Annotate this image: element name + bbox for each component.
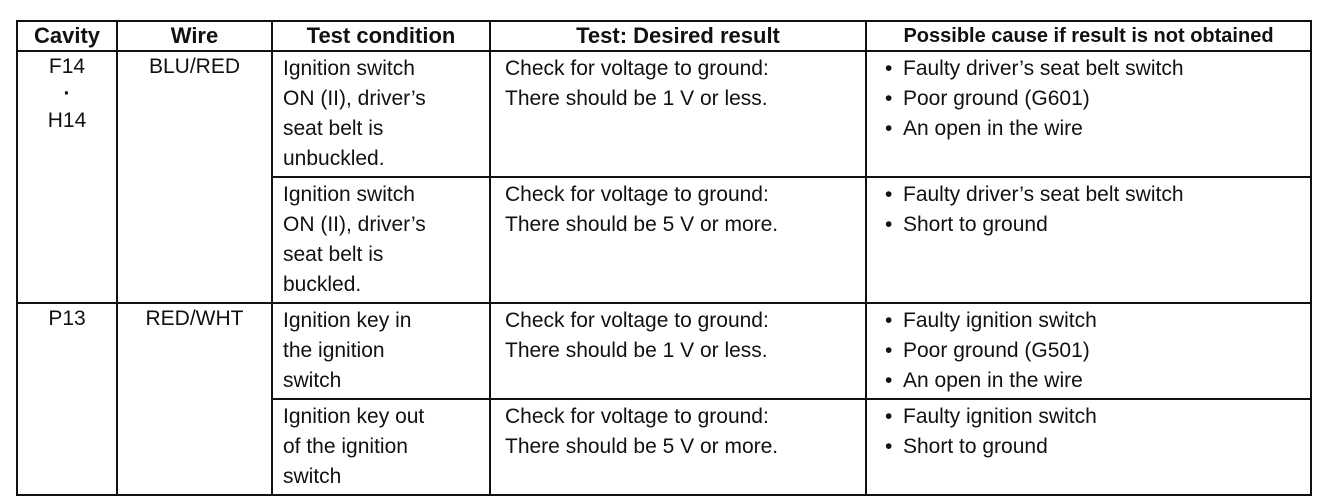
wire-cell: BLU/RED (117, 51, 272, 303)
condition-line: ON (II), driver’s (283, 213, 426, 236)
condition-line: ON (II), driver’s (283, 87, 426, 110)
condition-line: Ignition key out (283, 405, 425, 428)
header-desired-result: Test: Desired result (490, 21, 866, 51)
condition-line: unbuckled. (283, 147, 385, 170)
condition-line: Ignition switch (283, 183, 415, 206)
cause-item (885, 432, 1306, 462)
desired-result-cell (490, 177, 866, 303)
cavity-label: H14 (47, 109, 87, 132)
cause-item (885, 180, 1306, 210)
header-cavity: Cavity (17, 21, 117, 51)
cause-text: Faulty driver’s seat belt switch (903, 57, 1184, 80)
table-row (17, 303, 1311, 399)
header-wire: Wire (117, 21, 272, 51)
wire-cell: RED/WHT (117, 303, 272, 495)
condition-line: switch (283, 369, 342, 392)
result-line: There should be 5 V or more. (505, 435, 779, 458)
possible-cause-cell (866, 399, 1311, 495)
result-line: There should be 5 V or more. (505, 213, 779, 236)
cavity-cell (17, 51, 117, 303)
cause-item (885, 84, 1306, 114)
condition-line: Ignition switch (283, 57, 415, 80)
cause-text: Short to ground (903, 213, 1048, 236)
bullet-icon: • (885, 405, 893, 428)
cause-item (885, 306, 1306, 336)
result-line: Check for voltage to ground: (505, 309, 769, 332)
desired-result-cell (490, 51, 866, 177)
result-line: There should be 1 V or less. (505, 87, 768, 110)
cause-list (885, 306, 1306, 396)
result-line: Check for voltage to ground: (505, 57, 769, 80)
header-row (17, 21, 1311, 51)
bullet-icon: • (885, 309, 893, 332)
desired-result-cell (490, 399, 866, 495)
header-possible-cause: Possible cause if result is not obtained (866, 21, 1311, 51)
cause-list (885, 180, 1306, 240)
possible-cause-cell (866, 303, 1311, 399)
test-condition-cell (272, 399, 490, 495)
cause-item (885, 210, 1306, 240)
cause-item (885, 54, 1306, 84)
possible-cause-cell (866, 51, 1311, 177)
condition-line: switch (283, 465, 342, 488)
bullet-icon: • (885, 369, 893, 392)
test-condition-cell (272, 177, 490, 303)
cavity-separator: · (63, 82, 71, 105)
test-condition-cell (272, 303, 490, 399)
cause-text: Poor ground (G501) (903, 339, 1090, 362)
possible-cause-cell (866, 177, 1311, 303)
cause-text: Faulty ignition switch (903, 309, 1097, 332)
diagnostic-table (16, 20, 1312, 496)
cause-text: Poor ground (G601) (903, 87, 1090, 110)
bullet-icon: • (885, 87, 893, 110)
bullet-icon: • (885, 117, 893, 140)
table-row (17, 51, 1311, 177)
cause-item (885, 366, 1306, 396)
result-line: Check for voltage to ground: (505, 405, 769, 428)
cause-text: Faulty driver’s seat belt switch (903, 183, 1184, 206)
cause-item (885, 336, 1306, 366)
cavity-label: P13 (48, 307, 86, 330)
cause-list (885, 402, 1306, 462)
cause-item (885, 114, 1306, 144)
condition-line: buckled. (283, 273, 362, 296)
condition-line: seat belt is (283, 117, 384, 140)
desired-result-cell (490, 303, 866, 399)
cause-text: Short to ground (903, 435, 1048, 458)
bullet-icon: • (885, 213, 893, 236)
cause-list (885, 54, 1306, 144)
condition-line: seat belt is (283, 243, 384, 266)
bullet-icon: • (885, 183, 893, 206)
cause-text: An open in the wire (903, 117, 1083, 140)
bullet-icon: • (885, 57, 893, 80)
header-test-condition: Test condition (272, 21, 490, 51)
cause-item (885, 402, 1306, 432)
condition-line: the ignition (283, 339, 385, 362)
condition-line: Ignition key in (283, 309, 412, 332)
bullet-icon: • (885, 339, 893, 362)
bullet-icon: • (885, 435, 893, 458)
result-line: There should be 1 V or less. (505, 339, 768, 362)
result-line: Check for voltage to ground: (505, 183, 769, 206)
condition-line: of the ignition (283, 435, 408, 458)
cause-text: Faulty ignition switch (903, 405, 1097, 428)
cavity-label: F14 (48, 55, 86, 78)
cause-text: An open in the wire (903, 369, 1083, 392)
cavity-cell (17, 303, 117, 495)
test-condition-cell (272, 51, 490, 177)
